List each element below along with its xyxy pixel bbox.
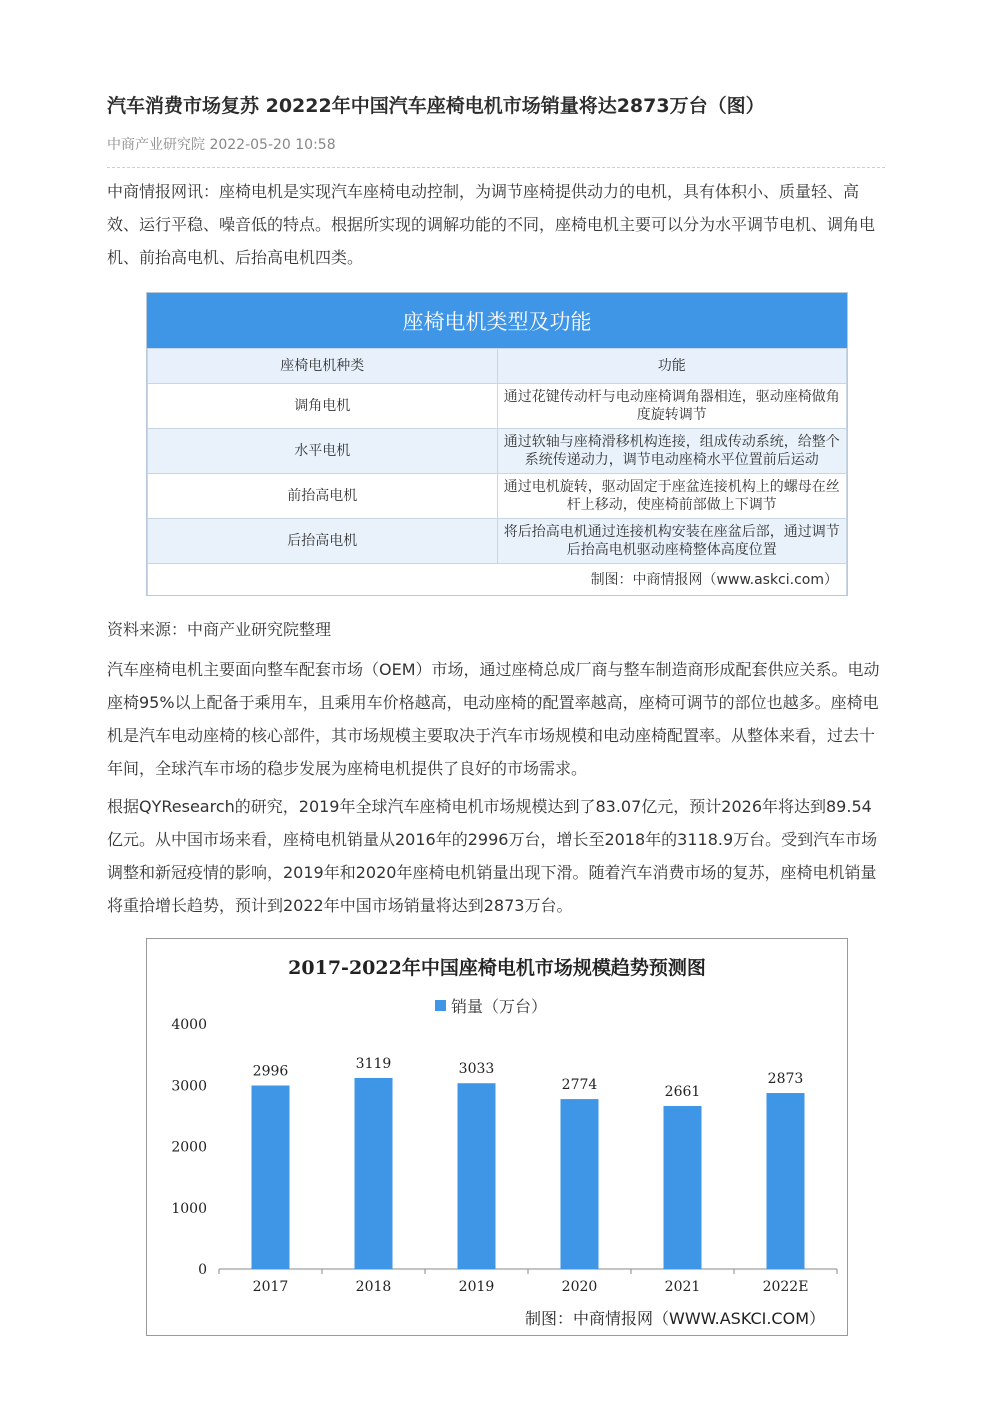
spec-table: [147, 348, 847, 596]
title-divider: [107, 167, 885, 168]
table-header-function: 功能: [497, 349, 847, 384]
table-cell-type: 后抬高电机: [148, 519, 498, 564]
y-tick-label: 4000: [171, 1017, 207, 1033]
y-tick-label: 1000: [171, 1200, 207, 1217]
bar: [767, 1093, 805, 1269]
chart-footer-credit: 制图：中商情报网（WWW.ASKCI.COM）: [525, 1309, 825, 1328]
data-label: 2661: [664, 1084, 701, 1101]
table-cell-function: 通过电机旋转，驱动固定于座盆连接机构上的螺母在丝杆上移动，使座椅前部做上下调节: [497, 474, 847, 519]
article-meta: 中商产业研究院 2022-05-20 10:58: [107, 137, 336, 153]
y-tick-label: 2000: [171, 1139, 207, 1156]
paragraph-research: 根据QYResearch的研究，2019年全球汽车座椅电机市场规模达到了83.07亿元，预计2026年将达到89.54亿元。从中国市场来看，座椅电机销量从2016年的2996万台，增长至2018年的3118.9万台。受到汽车市场调整和新冠疫情的影响，2019年和2020年座椅电机销量出现下滑。随着汽车消费市场的复苏，座椅电机销量将重拾增长趋势，预计到2022年中国市场销量将达到2873万台。: [107, 797, 878, 915]
x-tick-label: 2022E: [762, 1279, 809, 1295]
table-cell-function: 通过软轴与座椅滑移机构连接，组成传动系统，给整个系统传递动力，调节电动座椅水平位置前后运动: [497, 429, 847, 474]
bar-chart: [147, 939, 847, 1335]
table-header-row: [148, 349, 847, 384]
data-label: 3033: [458, 1061, 495, 1078]
spec-table-banner: 座椅电机类型及功能: [147, 293, 847, 348]
table-row: [148, 519, 847, 564]
data-label: 2774: [561, 1077, 598, 1094]
bar: [355, 1078, 393, 1269]
x-tick-label: 2018: [355, 1279, 392, 1295]
table-cell-function: 将后抬高电机通过连接机构安装在座盆后部，通过调节后抬高电机驱动座椅整体高度位置: [497, 519, 847, 564]
spec-table-figure: [146, 292, 848, 596]
data-label: 2873: [767, 1071, 804, 1088]
bar: [458, 1083, 496, 1269]
bar: [664, 1106, 702, 1269]
table-cell-type: 调角电机: [148, 384, 498, 429]
table-header-type: 座椅电机种类: [148, 349, 498, 384]
source-note: 资料来源：中商产业研究院整理: [107, 620, 332, 639]
table-footer-row: [148, 564, 847, 597]
x-tick-label: 2017: [252, 1279, 289, 1295]
bar: [561, 1099, 599, 1269]
legend-label: 销量（万台）: [451, 997, 548, 1016]
table-cell-type: 水平电机: [148, 429, 498, 474]
bar: [252, 1085, 290, 1269]
x-tick-label: 2021: [664, 1279, 701, 1295]
table-row: [148, 474, 847, 519]
sales-chart-figure: [146, 938, 848, 1336]
x-tick-label: 2020: [561, 1279, 598, 1295]
table-cell-function: 通过花键传动杆与电动座椅调角器相连，驱动座椅做角度旋转调节: [497, 384, 847, 429]
table-footer-credit: 制图：中商情报网（www.askci.com）: [148, 564, 847, 597]
table-row: [148, 429, 847, 474]
data-label: 3119: [355, 1055, 392, 1072]
x-tick-label: 2019: [458, 1279, 495, 1295]
data-label: 2996: [252, 1063, 289, 1080]
paragraph-oem: 汽车座椅电机主要面向整车配套市场（OEM）市场，通过座椅总成厂商与整车制造商形成配套供应关系。电动座椅95%以上配备于乘用车，且乘用车价格越高，电动座椅的配置率越高，座椅可调节的部位也越多。座椅电机是汽车电动座椅的核心部件，其市场规模主要取决于汽车市场规模和电动座椅配置率。从整体来看，过去十年间，全球汽车市场的稳步发展为座椅电机提供了良好的市场需求。: [107, 660, 880, 778]
table-row: [148, 384, 847, 429]
paragraph-intro: 中商情报网讯：座椅电机是实现汽车座椅电动控制，为调节座椅提供动力的电机，具有体积小、质量轻、高效、运行平稳、噪音低的特点。根据所实现的调解功能的不同，座椅电机主要可以分为水平调节电机、调角电机、前抬高电机、后抬高电机四类。: [107, 182, 876, 267]
y-tick-label: 3000: [171, 1078, 207, 1095]
chart-title: 2017-2022年中国座椅电机市场规模趋势预测图: [288, 957, 706, 979]
y-tick-label: 0: [198, 1262, 207, 1278]
article-title: 汽车消费市场复苏 20222年中国汽车座椅电机市场销量将达2873万台（图）: [107, 95, 765, 117]
table-cell-type: 前抬高电机: [148, 474, 498, 519]
